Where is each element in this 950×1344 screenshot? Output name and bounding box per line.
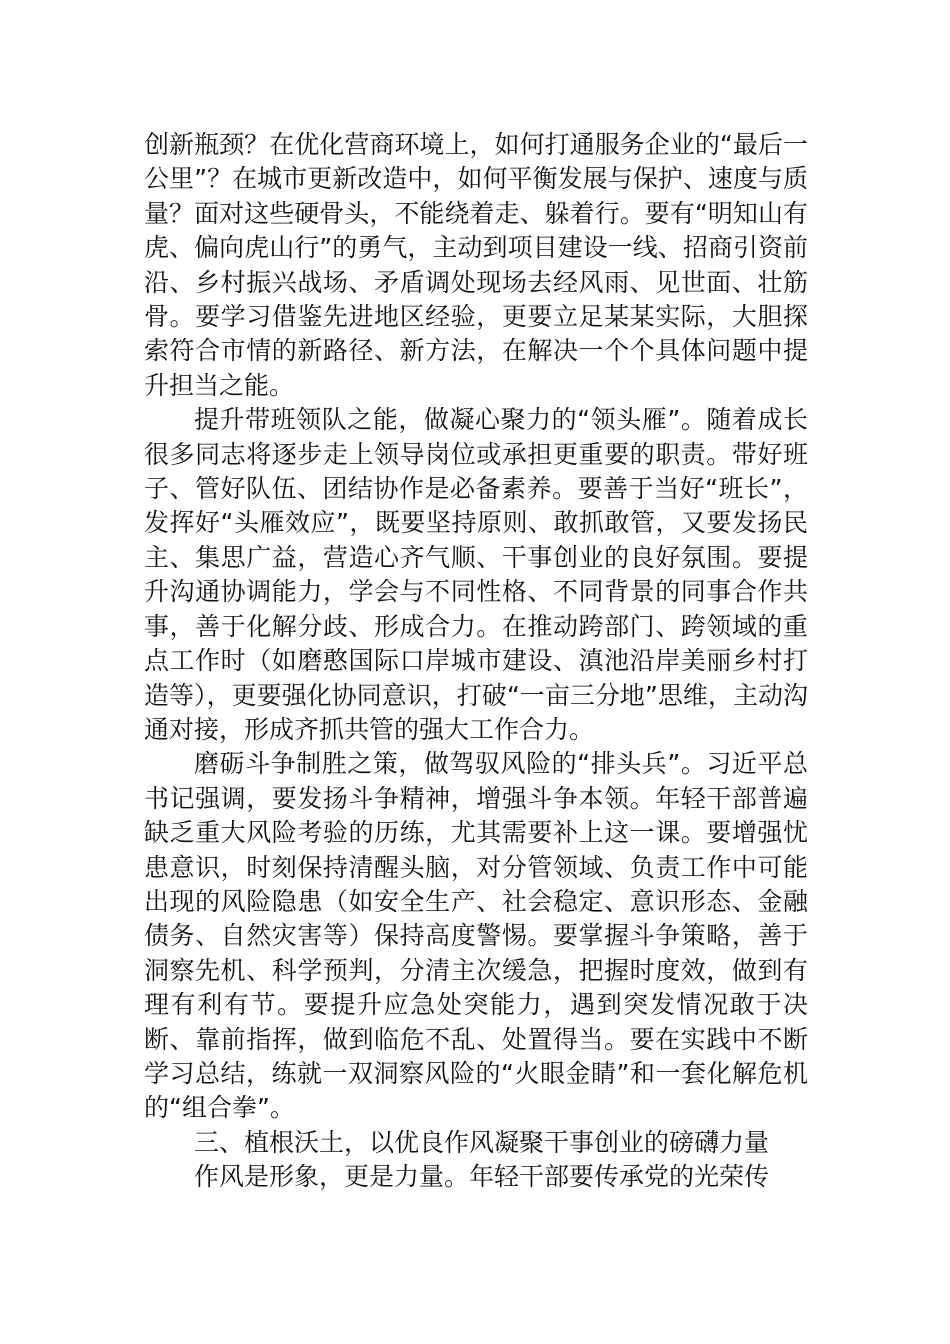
paragraph-style: 作风是形象，更是力量。年轻干部要传承党的光荣传 <box>194 1162 770 1192</box>
section-heading: 三、植根沃土，以优良作风凝聚干事创业的磅礴力量 <box>194 1127 770 1157</box>
paragraph-leadership: 提升带班领队之能，做凝心聚力的“领头雁”。随着成长很多同志将逐步走上领导岗位或承担更重要的职责。带好班子、管好队伍、团结协作是必备素养。要善于当好“班长”，发挥好“头雁效应”，既要坚持原则、敢抓敢管，又要发扬民主、集思广益，营造心齐气顺、干事创业的良好氛围。要提升沟通协调能力，学会与不同性格、不同背景的同事合作共事，善于化解分歧、形成合力。在推动跨部门、跨领域的重点工作时（如磨憨国际口岸城市建设、滇池沿岸美丽乡村打造等），更要强化协同意识，打破“一亩三分地”思维，主动沟通对接，形成齐抓共管的强大工作合力。 <box>144 405 808 744</box>
paragraph-continued: 创新瓶颈？在优化营商环境上，如何打通服务企业的“最后一公里”？在城市更新改造中，如何平衡发展与保护、速度与质量？面对这些硬骨头，不能绕着走、躲着行。要有“明知山有虎、偏向虎山行”的勇气，主动到项目建设一线、招商引资前沿、乡村振兴战场、矛盾调处现场去经风雨、见世面、壮筋骨。要学习借鉴先进地区经验，更要立足某某实际，大胆探索符合市情的新路径、新方法，在解决一个个具体问题中提升担当之能。 <box>144 130 808 400</box>
body-text <box>144 128 808 1195</box>
paragraph-risk: 磨砺斗争制胜之策，做驾驭风险的“排头兵”。习近平总书记强调，要发扬斗争精神，增强斗争本领。年轻干部普遍缺乏重大风险考验的历练，尤其需要补上这一课。要增强忧患意识，时刻保持清醒头脑，对分管领域、负责工作中可能出现的风险隐患（如安全生产、社会稳定、意识形态、金融债务、自然灾害等）保持高度警惕。要掌握斗争策略，善于洞察先机、科学预判，分清主次缓急，把握时度效，做到有理有利有节。要提升应急处突能力，遇到突发情况敢于决断、靠前指挥，做到临危不乱、处置得当。要在实践中不断学习总结，练就一双洞察风险的“火眼金睛”和一套化解危机的“组合拳”。 <box>144 749 808 1123</box>
